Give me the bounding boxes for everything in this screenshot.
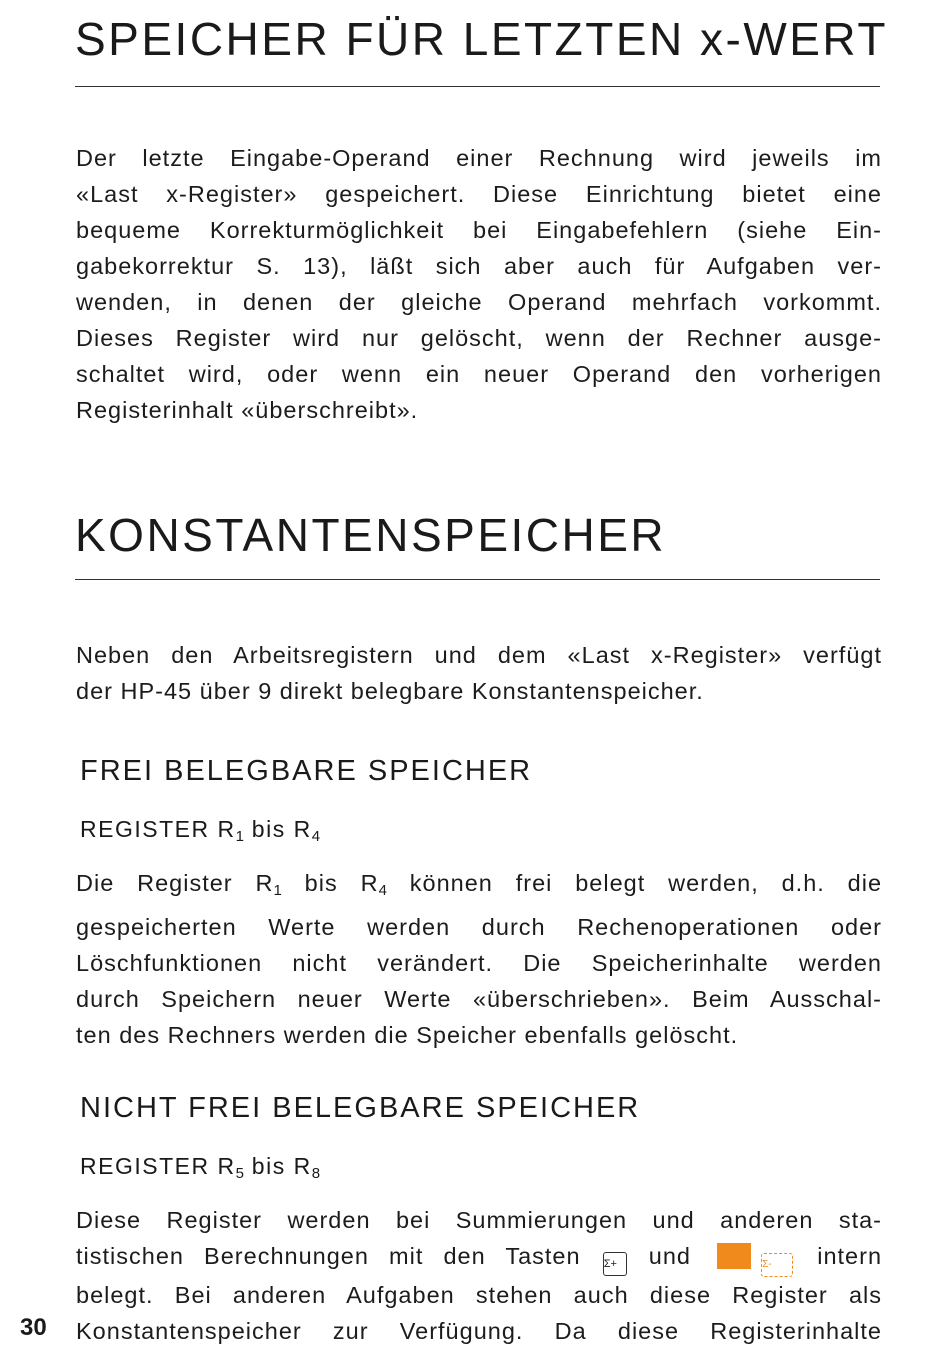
text-line: Konstantenspeicher zur Verfügung. Da diese Registerinhalte bbox=[76, 1318, 882, 1344]
register-heading-r5-r8: REGISTER $R_5$ bis $R_8$ bbox=[80, 1153, 321, 1182]
orange-shift-key-icon bbox=[717, 1243, 751, 1269]
text-line: schaltet wird, oder wenn ein neuer Operand den vorherigen bbox=[76, 361, 882, 387]
text-line: Neben den Arbeitsregistern und dem «Last x-Register» verfügt bbox=[76, 642, 882, 668]
text-line: bequeme Korrekturmöglichkeit bei Eingabefehlern (siehe Ein- bbox=[76, 217, 882, 243]
text-line: Registerinhalt «überschreibt». bbox=[76, 397, 419, 423]
section-rule bbox=[75, 86, 880, 87]
subsection-title-frei: FREI BELEGBARE SPEICHER bbox=[80, 755, 533, 787]
text-line: durch Speichern neuer Werte «überschrieben». Beim Ausschal- bbox=[76, 986, 882, 1012]
text-line: belegt. Bei anderen Aufgaben stehen auch diese Register als bbox=[76, 1282, 882, 1308]
text-line: Diese Register werden bei Summierungen und anderen sta- bbox=[76, 1207, 882, 1233]
sigma-minus-key-icon: Σ- bbox=[761, 1253, 793, 1277]
section-title-konstantenspeicher: KONSTANTENSPEICHER bbox=[75, 509, 667, 561]
text-line: tistischen Berechnungen mit den Tasten Σ+ und Σ- intern bbox=[76, 1238, 882, 1277]
paragraph-last-x bbox=[76, 140, 882, 428]
text-line: Dieses Register wird nur gelöscht, wenn der Rechner ausge- bbox=[76, 325, 882, 351]
text-line: ten des Rechners werden die Speicher ebenfalls gelöscht. bbox=[76, 1022, 739, 1048]
register-heading-r1-r4: REGISTER $R_1$ bis $R_4$ bbox=[80, 816, 321, 845]
text-line: Die Register $R_1$ bis $R_4$ können frei belegt werden, d.h. die bbox=[76, 870, 883, 899]
paragraph-nicht-frei bbox=[76, 1202, 882, 1349]
section-title-last-x: SPEICHER FÜR LETZTEN x-WERT bbox=[75, 13, 888, 65]
paragraph-frei bbox=[76, 865, 882, 1053]
text-line: Löschfunktionen nicht verändert. Die Speicherinhalte werden bbox=[76, 950, 882, 976]
text-line: gabekorrektur S. 13), läßt sich aber auch für Aufgaben ver- bbox=[76, 253, 882, 279]
paragraph-konstantenspeicher bbox=[76, 637, 882, 709]
text-line: «Last x-Register» gespeichert. Diese Einrichtung bietet eine bbox=[76, 181, 882, 207]
section-rule bbox=[75, 579, 880, 580]
text-line: der HP-45 über 9 direkt belegbare Konstantenspeicher. bbox=[76, 678, 704, 704]
text-line: wenden, in denen der gleiche Operand mehrfach vorkommt. bbox=[76, 289, 882, 315]
subsection-title-nicht-frei: NICHT FREI BELEGBARE SPEICHER bbox=[80, 1092, 641, 1124]
sigma-plus-key-icon: Σ+ bbox=[603, 1252, 627, 1276]
text-line: Der letzte Eingabe-Operand einer Rechnung wird jeweils im bbox=[76, 145, 882, 171]
text-line: gespeicherten Werte werden durch Rechenoperationen oder bbox=[76, 914, 882, 940]
page-number: 30 bbox=[20, 1314, 47, 1341]
